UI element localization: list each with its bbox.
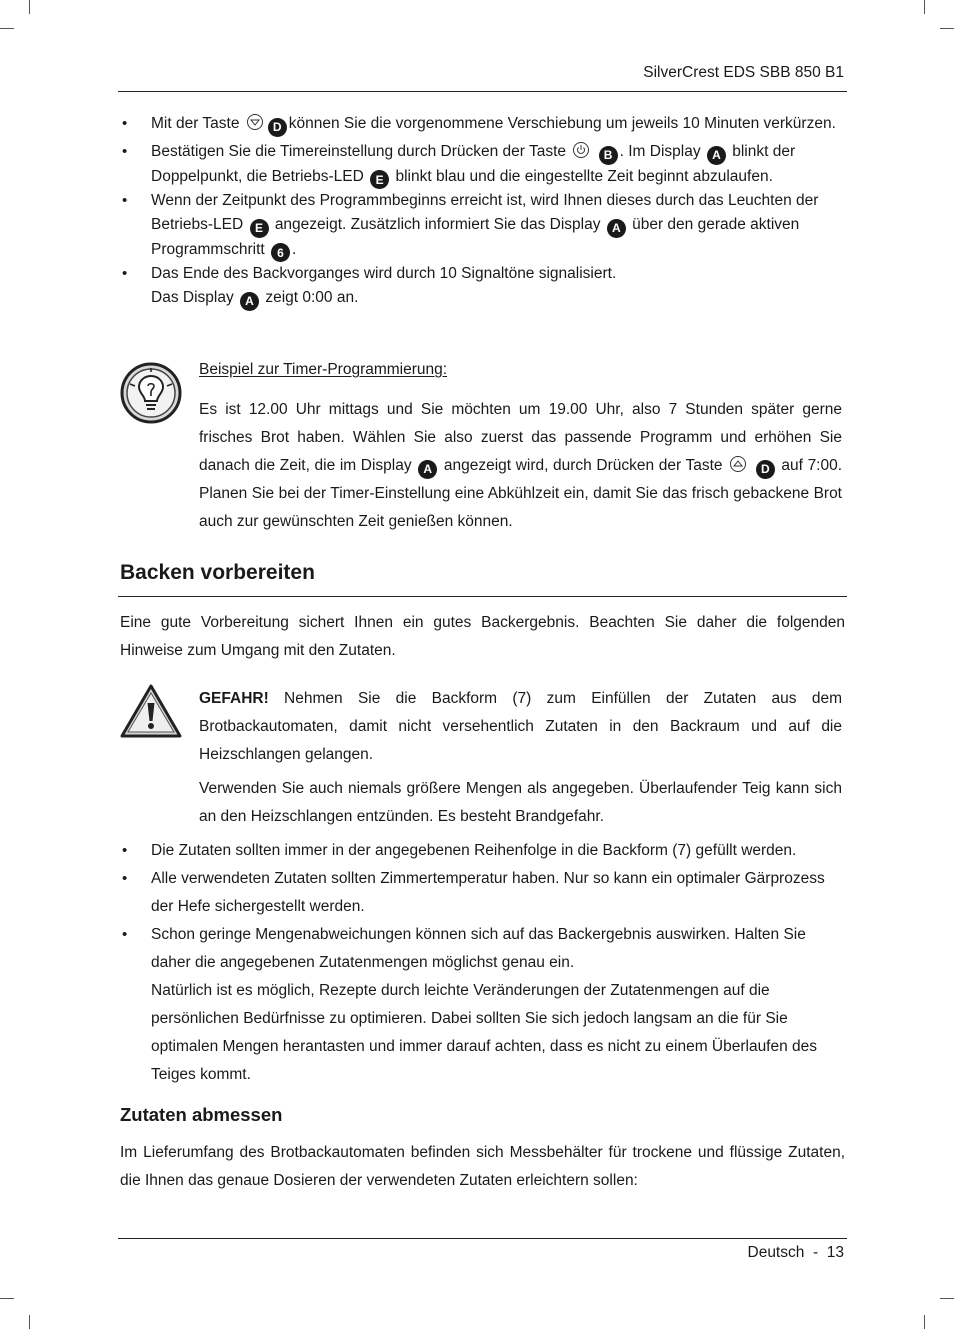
crop-mark xyxy=(29,1315,30,1329)
badge-e-icon: E xyxy=(250,219,269,238)
section-heading: Backen vorbereiten xyxy=(120,561,315,584)
list-item: • Das Ende des Backvorganges wird durch 10 Signaltöne signalisiert. Das Display A zeigt 0:00 an. xyxy=(120,262,844,311)
badge-a-icon: A xyxy=(707,146,726,165)
list-item: • Alle verwendeten Zutaten sollten Zimmertemperatur haben. Nur so kann ein optimaler Gärprozess der Hefe sichergestellt werden. xyxy=(120,865,844,921)
warning-label: GEFAHR! xyxy=(199,690,269,707)
section-rule xyxy=(118,596,847,597)
section-intro: Eine gute Vorbereitung sichert Ihnen ein gutes Backergebnis. Beachten Sie daher die folgenden Hinweise zum Umgang mit den Zutaten. xyxy=(120,614,845,659)
ingredient-bullet-list xyxy=(120,837,844,1089)
crop-mark xyxy=(924,1315,925,1329)
lightbulb-tip-icon xyxy=(120,362,182,424)
tip-text: Es ist 12.00 Uhr mittags und Sie möchten um 19.00 Uhr, also 7 Stunden später gerne frisches Brot haben. Wählen Sie also zuerst das passende Programm und erhöhen Sie danach die Zeit, die im Display A angezeigt wird, durch Drücken der Taste D auf 7:00. Planen Sie bei der Timer-Einstellung eine Abkühlzeit ein, damit Sie das frisch gebackene Brot auch zur gewünschten Zeit genießen können. xyxy=(199,401,843,530)
list-item: • Die Zutaten sollten immer in der angegebenen Reihenfolge in die Backform (7) gefüllt werden. xyxy=(120,837,844,865)
list-item: • Mit der Taste D können Sie die vorgenommene Verschiebung um jeweils 10 Minuten verkürzen. xyxy=(120,110,844,138)
crop-mark xyxy=(29,0,30,14)
header-rule xyxy=(118,91,847,92)
subsection-heading: Zutaten abmessen xyxy=(120,1104,283,1125)
badge-a-icon: A xyxy=(418,460,437,479)
badge-b-icon: B xyxy=(599,146,618,165)
list-item: • Schon geringe Mengenabweichungen können sich auf das Backergebnis auswirken. Halten Sie daher die angegebenen Zutatenmengen möglichst genau ein. Natürlich ist es möglich, Rezepte durch leichte Veränderungen der Zutatenmengen auf die persönlichen Bedürfnisse zu optimieren. Dabei sollten Sie sich jedoch langsam an die für Sie optimalen Mengen herantasten und immer darauf achten, dass es nicht zu einem Überlaufen des Teiges kommt. xyxy=(120,921,823,1089)
badge-d-icon: D xyxy=(756,460,775,479)
list-item: • Wenn der Zeitpunkt des Programmbeginns erreicht ist, wird Ihnen dieses durch das Leuchten der Betriebs-LED E angezeigt. Zusätzlich informiert Sie das Display A über den gerade aktiven Programmschritt 6 . xyxy=(120,189,844,262)
crop-mark xyxy=(940,1298,954,1299)
crop-mark xyxy=(940,28,954,29)
timer-bullet-list xyxy=(120,110,844,311)
up-arrow-key-icon xyxy=(729,455,747,473)
list-item: • Bestätigen Sie die Timereinstellung durch Drücken der Taste B . Im Display A blinkt der Doppelpunkt, die Betriebs-LED E blinkt blau und die eingestellte Zeit beginnt abzulaufen. xyxy=(120,140,844,189)
badge-a-icon: A xyxy=(607,219,626,238)
down-arrow-key-icon xyxy=(246,113,264,131)
tip-title: Beispiel zur Timer-Programmierung: xyxy=(199,361,448,378)
running-header: SilverCrest EDS SBB 850 B1 xyxy=(643,64,844,81)
crop-mark xyxy=(0,28,14,29)
power-key-icon xyxy=(572,141,590,159)
page-footer: Deutsch - 13 xyxy=(747,1244,844,1261)
warning-text: GEFAHR! Nehmen Sie die Backform (7) zum Einfüllen der Zutaten aus dem Brotbackautomaten, damit nicht versehentlich Zutaten in den Backraum und auf die Heizschlangen gelangen. xyxy=(199,690,842,763)
footer-rule xyxy=(118,1238,847,1239)
warning-text-2: Verwenden Sie auch niemals größere Mengen als angegeben. Überlaufender Teig kann sich an den Heizschlangen entzünden. Es besteht Brandgefahr. xyxy=(199,780,842,825)
crop-mark xyxy=(0,1298,14,1299)
badge-e-icon: E xyxy=(370,170,389,189)
warning-triangle-icon xyxy=(119,683,183,739)
crop-mark xyxy=(924,0,925,14)
badge-a-icon: A xyxy=(240,292,259,311)
subsection-intro: Im Lieferumfang des Brotbackautomaten befinden sich Messbehälter für trockene und flüssige Zutaten, die Ihnen das genaue Dosieren der verwendeten Zutaten erleichtern sollen: xyxy=(120,1144,845,1189)
badge-6-icon: 6 xyxy=(271,243,290,262)
badge-d-icon: D xyxy=(268,118,287,137)
